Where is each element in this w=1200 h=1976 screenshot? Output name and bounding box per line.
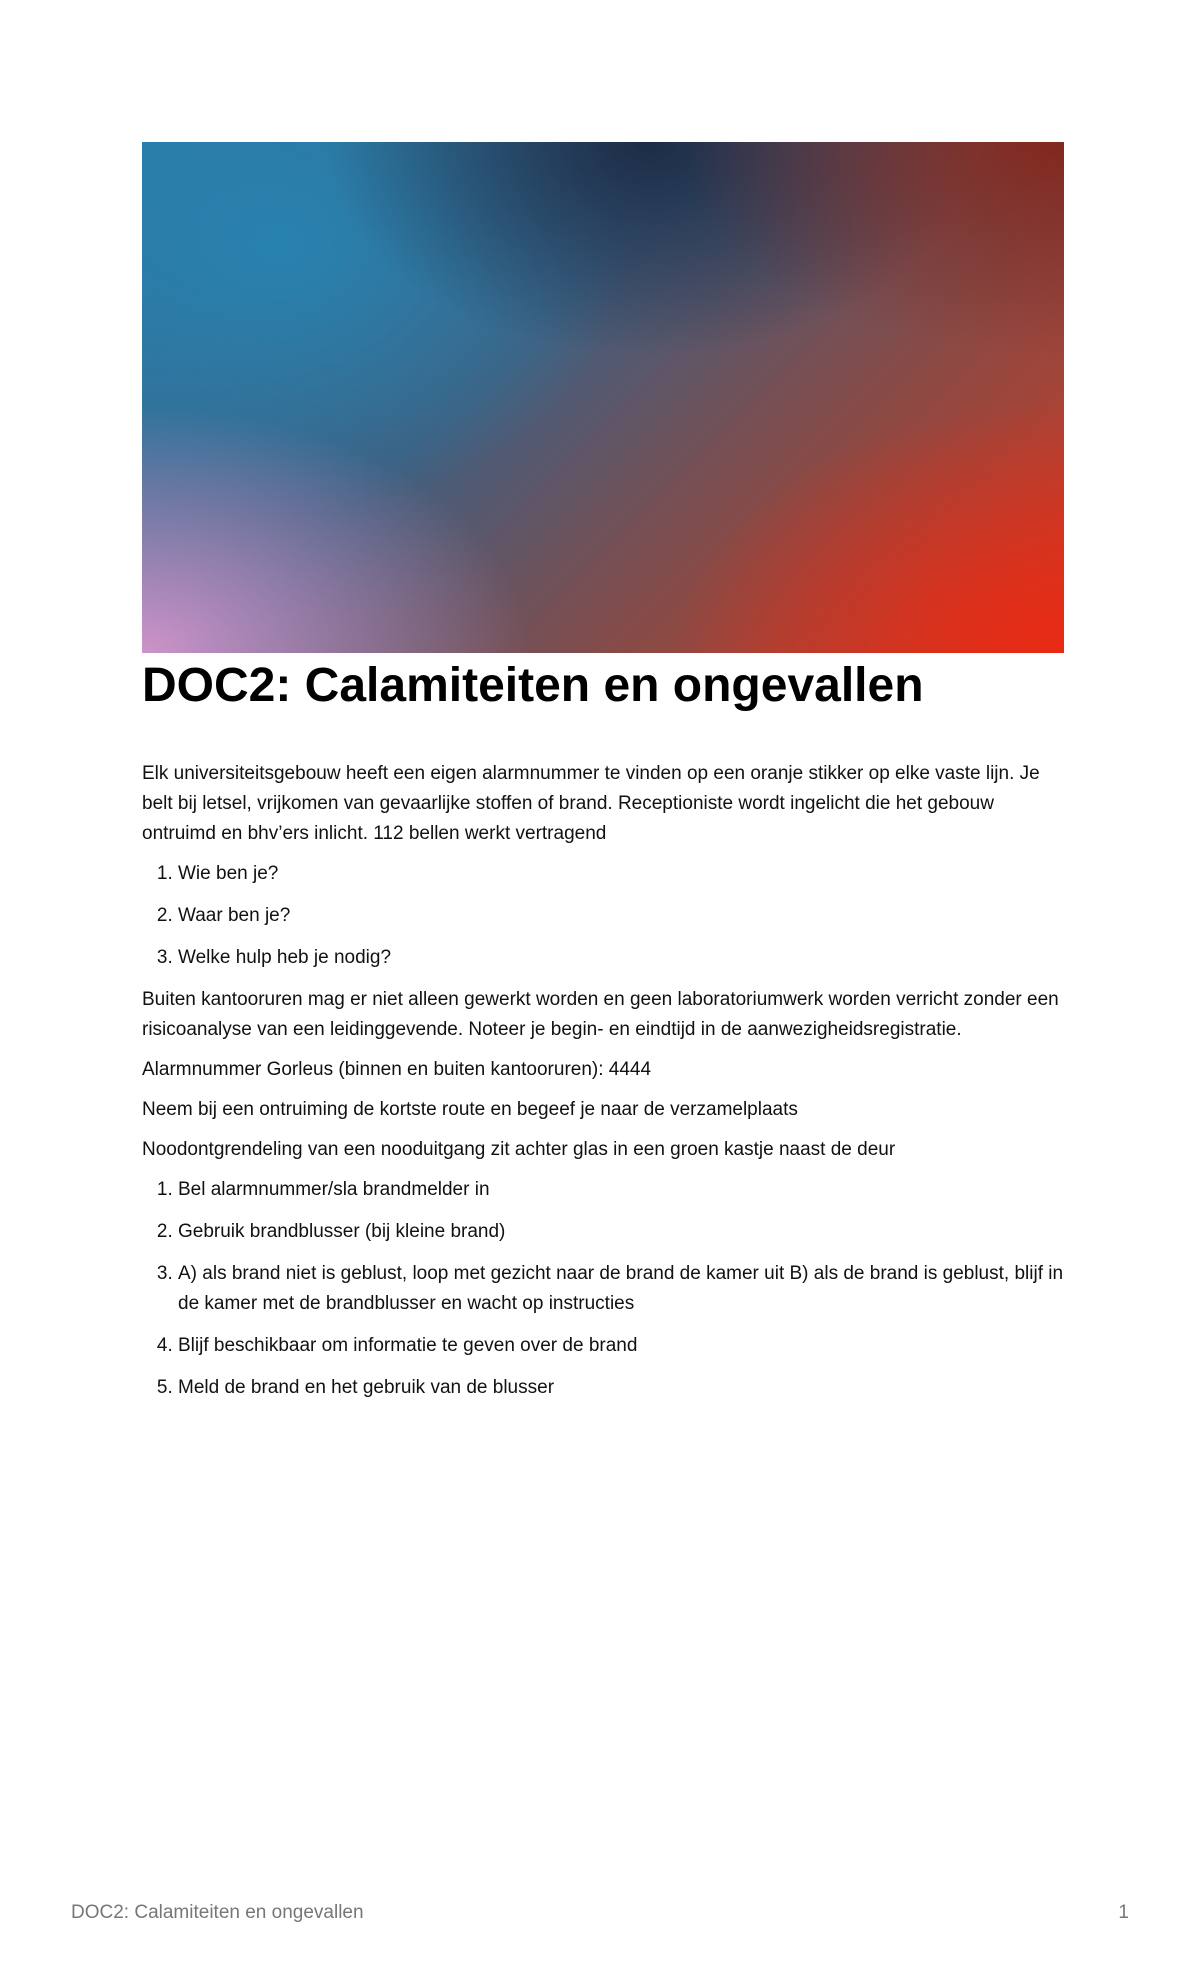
list-item: 5. Meld de brand en het gebruik van de blusser: [178, 1373, 1064, 1403]
list-item: 2. Waar ben je?: [178, 901, 1064, 931]
list-item: 3. Welke hulp heb je nodig?: [178, 943, 1064, 973]
intro-paragraph: Elk universiteitsgebouw heeft een eigen alarmnummer te vinden op een oranje stikker op elke vaste lijn. Je belt bij letsel, vrijkomen van gevaarlijke stoffen of brand. Receptioniste wordt ingelicht die het gebouw ontruimd en bhv’ers inlicht. 112 bellen werkt vertragend: [142, 763, 1040, 844]
page-footer: [71, 1902, 1129, 1924]
list-item: 3. A) als brand niet is geblust, loop met gezicht naar de brand de kamer uit B) als de brand is geblust, blijf in de kamer met de brandblusser en wacht op instructies: [178, 1259, 1064, 1319]
page-content: [142, 142, 1064, 1415]
list-item: 4. Blijf beschikbaar om informatie te geven over de brand: [178, 1331, 1064, 1361]
fire-steps-list: [142, 1175, 1064, 1403]
after-hours-paragraph: Buiten kantooruren mag er niet alleen gewerkt worden en geen laboratoriumwerk worden verricht zonder een risicoanalyse van een leidinggevende. Noteer je begin- en eindtijd in de aanwezigheidsregistratie.: [142, 989, 1059, 1040]
evacuation-paragraph: Neem bij een ontruiming de kortste route en begeef je naar de verzamelplaats: [142, 1099, 798, 1120]
hero-gradient-image: [142, 142, 1064, 653]
call-questions-list: [142, 859, 1064, 973]
list-item: 1. Bel alarmnummer/sla brandmelder in: [178, 1175, 1064, 1205]
page-number: 1: [1118, 1902, 1129, 1923]
footer-title: DOC2: Calamiteiten en ongevallen: [71, 1902, 364, 1923]
page-title: DOC2: Calamiteiten en ongevallen: [142, 659, 924, 712]
alarm-number-paragraph: Alarmnummer Gorleus (binnen en buiten kantooruren): 4444: [142, 1059, 652, 1080]
emergency-release-paragraph: Noodontgrendeling van een nooduitgang zit achter glas in een groen kastje naast de deur: [142, 1139, 896, 1160]
list-item: 2. Gebruik brandblusser (bij kleine brand): [178, 1217, 1064, 1247]
document-body: [142, 759, 1064, 1403]
list-item: 1. Wie ben je?: [178, 859, 1064, 889]
